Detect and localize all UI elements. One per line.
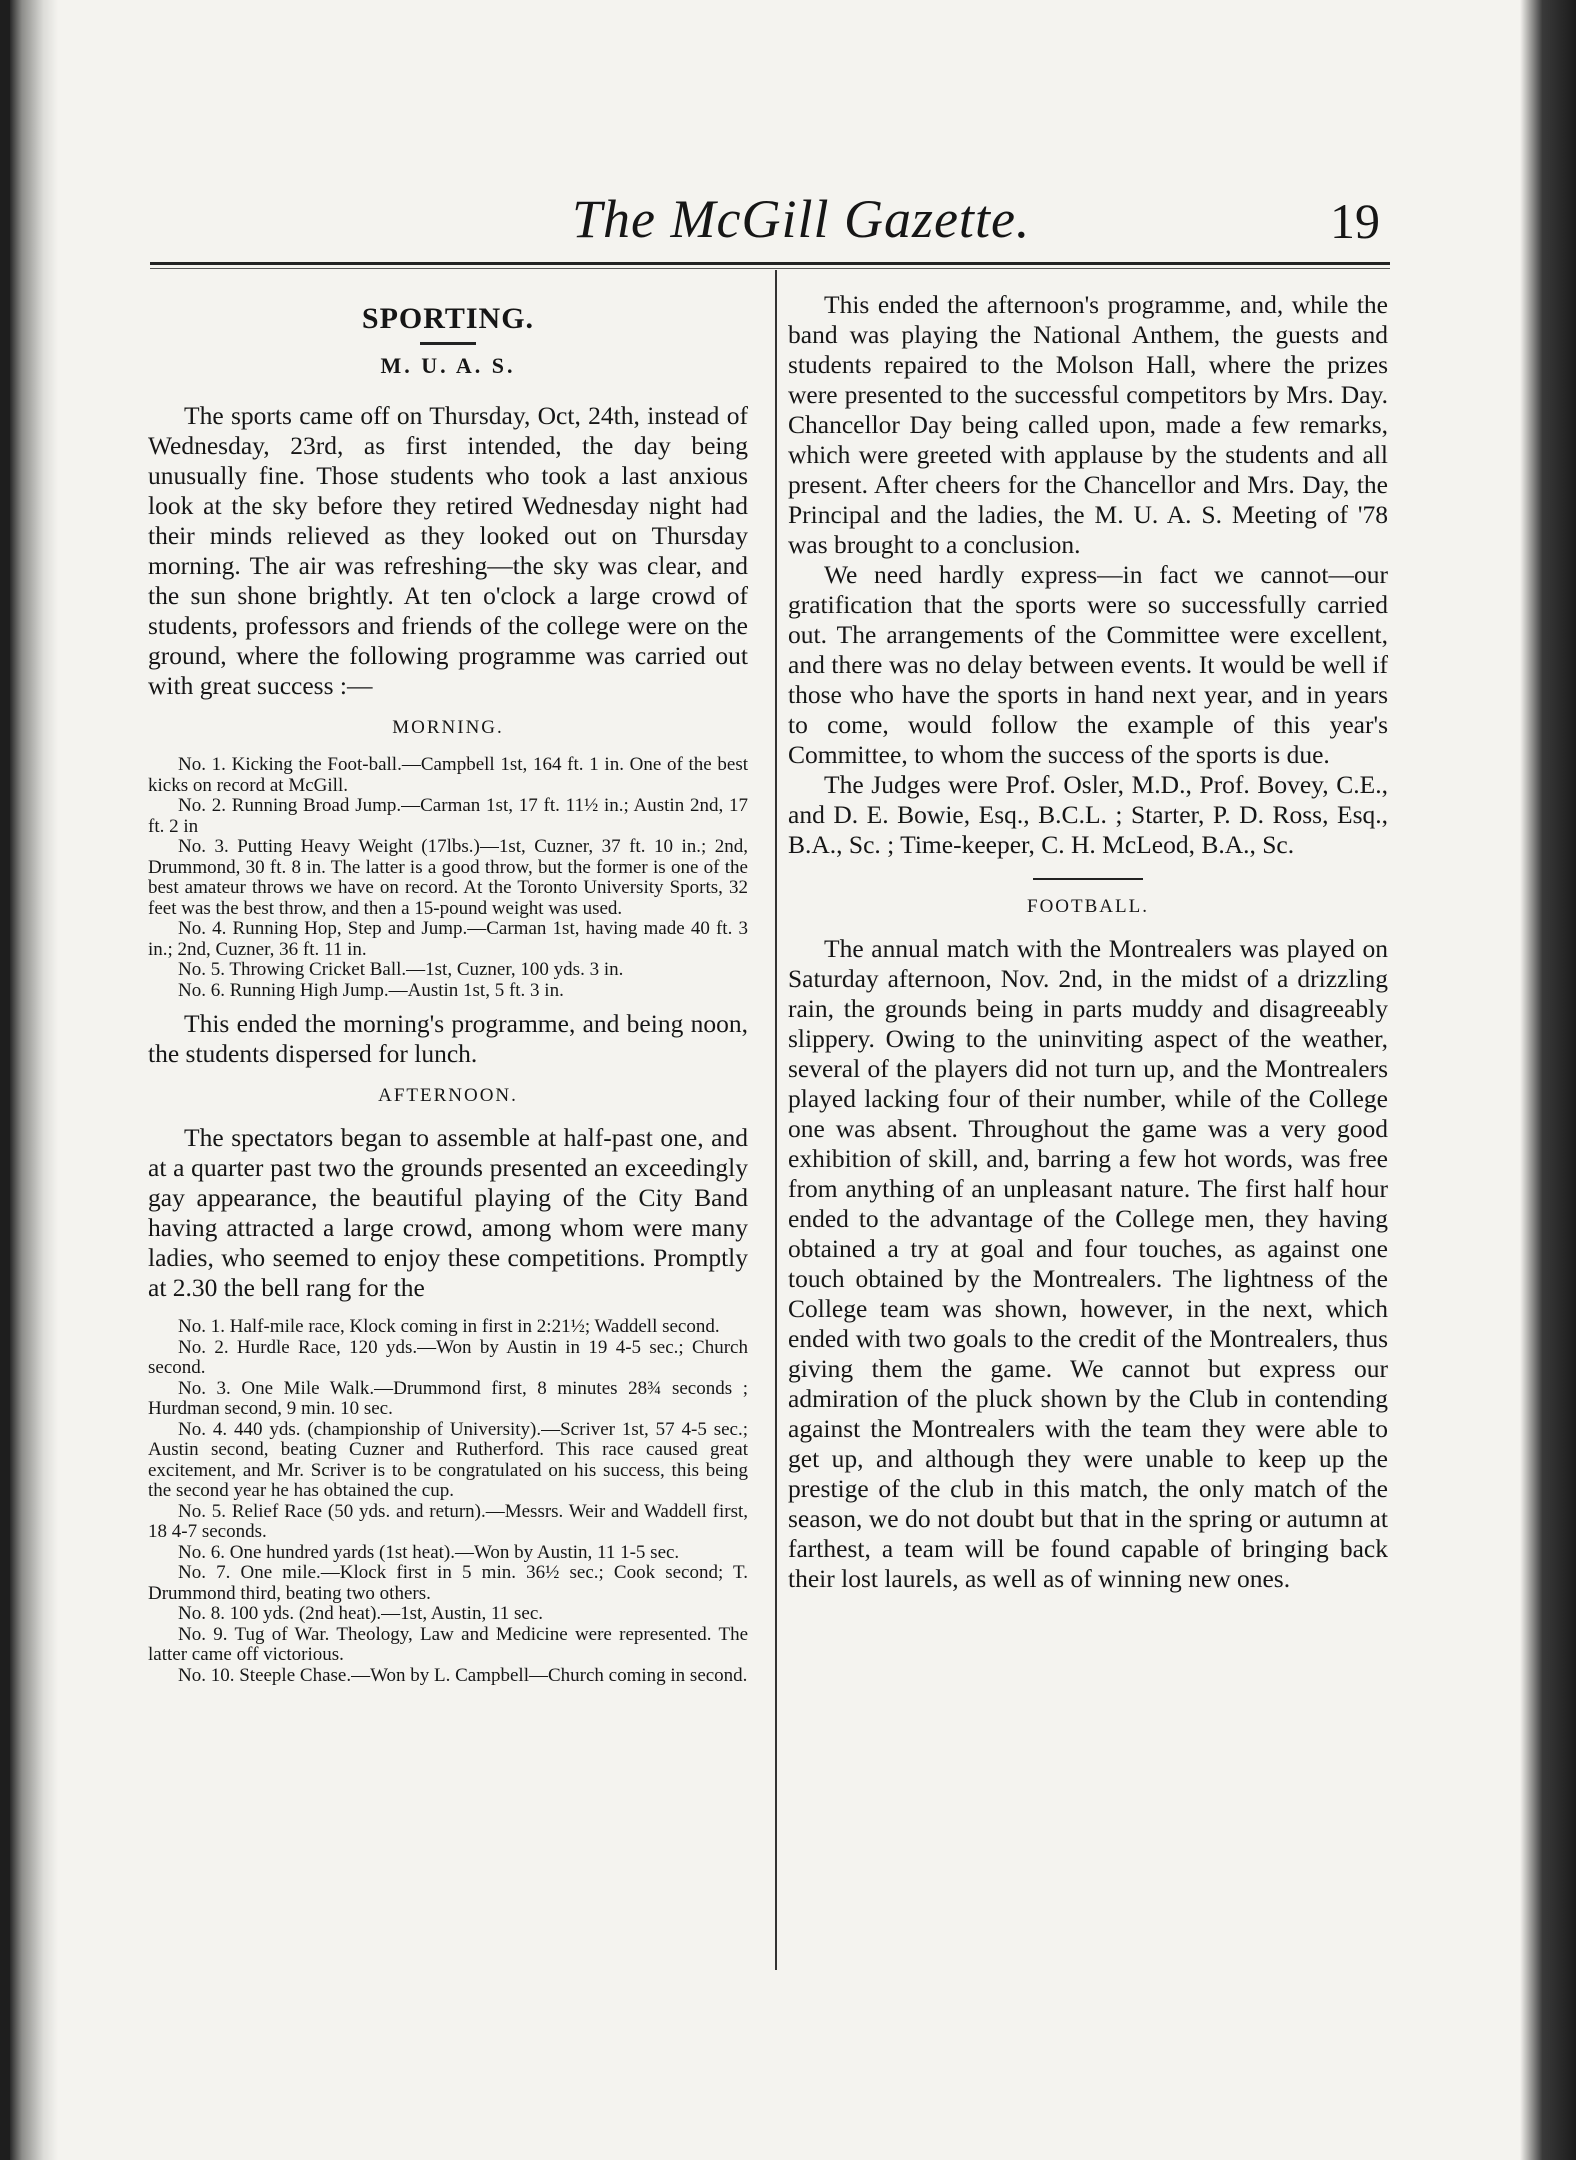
- result-item: No. 1. Kicking the Foot-ball.—Campbell 1st, 164 ft. 1 in. One of the best kicks on record at McGill.: [148, 754, 748, 796]
- afternoon-results: [148, 1317, 748, 1686]
- header-rule-thin: [150, 268, 1390, 269]
- heading-rule: [420, 342, 476, 345]
- result-item: No. 9. Tug of War. Theology, Law and Medicine were represented. The latter came off victorious.: [148, 1623, 748, 1665]
- result-item: No. 3. Putting Heavy Weight (17lbs.)—1st, Cuzner, 37 ft. 10 in.; 2nd, Drummond, 30 ft. 8 in. The latter is a good throw, but the former is one of the best amateur throws we have on record. At the Toronto University Sports, 32 feet was the best throw, and then a 15-pound weight was used.: [148, 836, 748, 919]
- publication-title: The McGill Gazette.: [572, 189, 1031, 249]
- sports-intro-paragraph: The sports came off on Thursday, Oct, 24th, instead of Wednesday, 23rd, as first intended, the day being unusually fine. Those students who took a last anxious look at the sky before they retired Wednesday night had their minds relieved as they looked out on Thursday morning. The air was refreshing—the sky was clear, and the sun shone brightly. At ten o'clock a large crowd of students, professors and friends of the college were on the ground, where the following programme was carried out with great success :—: [148, 401, 748, 700]
- closing-ceremony-paragraph: This ended the afternoon's programme, and, while the band was playing the National Anthem, the guests and students repaired to the Molson Hall, where the prizes were presented to the successful competitors by Mrs. Day. Chancellor Day being called upon, made a few remarks, which were greeted with applause by the students and all present. After cheers for the Chancellor and Mrs. Day, the Principal and the ladies, the M. U. A. S. Meeting of '78 was brought to a conclusion.: [788, 290, 1388, 559]
- result-item: No. 10. Steeple Chase.—Won by L. Campbell—Church coming in second.: [178, 1664, 748, 1686]
- section-heading-sporting: SPORTING.: [361, 302, 535, 335]
- morning-results: [148, 755, 748, 1001]
- page-number: 19: [1330, 193, 1380, 249]
- header-rule: [150, 262, 1390, 265]
- left-column: [148, 290, 748, 1686]
- result-item: No. 5. Throwing Cricket Ball.—1st, Cuzner, 100 yds. 3 in.: [178, 959, 624, 980]
- result-item: No. 6. One hundred yards (1st heat).—Won by Austin, 11 1-5 sec.: [178, 1541, 680, 1563]
- subheading-muas: M. U. A. S.: [380, 353, 516, 378]
- gratification-paragraph: We need hardly express—in fact we cannot—our gratification that the sports were so successfully carried out. The arrangements of the Committee were excellent, and there was no delay between events. It would be well if those who have the sports in hand next year, and in years to come, would follow the example of this year's Committee, to whom the success of the sports is due.: [788, 560, 1388, 769]
- morning-end-paragraph: This ended the morning's programme, and being noon, the students dispersed for lunch.: [148, 1009, 748, 1068]
- result-item: No. 4. 440 yds. (championship of University).—Scriver 1st, 57 4-5 sec.; Austin second, beating Cuzner and Rutherford. This race caused great excitement, and Mr. Scriver is to be congratulated on his success, this being the second year he has obtained the cup.: [148, 1418, 748, 1501]
- book-gutter-shadow: [10, 0, 58, 2160]
- result-item: No. 6. Running High Jump.—Austin 1st, 5 ft. 3 in.: [178, 979, 564, 1001]
- result-item: No. 2. Running Broad Jump.—Carman 1st, 17 ft. 11½ in.; Austin 2nd, 17 ft. 2 in: [148, 795, 748, 837]
- afternoon-heading: AFTERNOON.: [378, 1085, 518, 1106]
- result-item: No. 5. Relief Race (50 yds. and return).—Messrs. Weir and Waddell first, 18 4-7 seconds.: [148, 1500, 748, 1542]
- result-item: No. 3. One Mile Walk.—Drummond first, 8 minutes 28¾ seconds ; Hurdman second, 9 min. 10 sec.: [148, 1377, 748, 1419]
- football-paragraph: The annual match with the Montrealers was played on Saturday afternoon, Nov. 2nd, in the midst of a drizzling rain, the grounds being in parts muddy and disagreeably slippery. Owing to the uninviting aspect of the weather, several of the players did not turn up, and the Montrealers played lacking four of their number, while of the College one was absent. Throughout the game was a very good exhibition of skill, and, barring a few hot words, was free from anything of an unpleasant nature. The first half hour ended to the advantage of the College men, they having obtained a try at goal and four touches, as against one touch obtained by the Montrealers. The lightness of the College team was shown, however, in the next, which ended with two goals to the credit of the Montrealers, thus giving them the game. We cannot but express our admiration of the pluck shown by the Club in contending against the Montrealers with the team they were able to get up, and although they were unable to keep up the prestige of the club in this match, the only match of the season, we do not doubt but that in the spring or autumn at farthest, a team will be found capable of bringing back their lost laurels, as well as of winning new ones.: [788, 934, 1388, 1593]
- running-head: [150, 180, 1400, 260]
- officials-paragraph: The Judges were Prof. Osler, M.D., Prof. Bovey, C.E., and D. E. Bowie, Esq., B.C.L. ; Starter, P. D. Ross, Esq., B.A., Sc. ; Time-keeper, C. H. McLeod, B.A., Sc.: [788, 770, 1388, 859]
- result-item: No. 4. Running Hop, Step and Jump.—Carman 1st, having made 40 ft. 3 in.; 2nd, Cuzner, 36 ft. 11 in.: [148, 918, 748, 960]
- football-heading: FOOTBALL.: [1027, 896, 1149, 917]
- result-item: No. 2. Hurdle Race, 120 yds.—Won by Austin in 19 4-5 sec.; Church second.: [148, 1336, 748, 1378]
- morning-heading: MORNING.: [392, 717, 504, 738]
- page-edge-shadow: [1520, 0, 1576, 2160]
- section-rule: [1033, 878, 1143, 880]
- afternoon-intro-paragraph: The spectators began to assemble at half-past one, and at a quarter past two the grounds presented an exceedingly gay appearance, the beautiful playing of the City Band having attracted a large crowd, among whom were many ladies, who seemed to enjoy these competitions. Promptly at 2.30 the bell rang for the: [148, 1123, 748, 1302]
- result-item: No. 7. One mile.—Klock first in 5 min. 36½ sec.; Cook second; T. Drummond third, beating two others.: [148, 1562, 748, 1604]
- right-column: [788, 290, 1388, 1594]
- column-divider: [775, 270, 777, 1970]
- result-item: No. 1. Half-mile race, Klock coming in first in 2:21½; Waddell second.: [178, 1316, 720, 1337]
- result-item: No. 8. 100 yds. (2nd heat).—1st, Austin, 11 sec.: [178, 1603, 544, 1624]
